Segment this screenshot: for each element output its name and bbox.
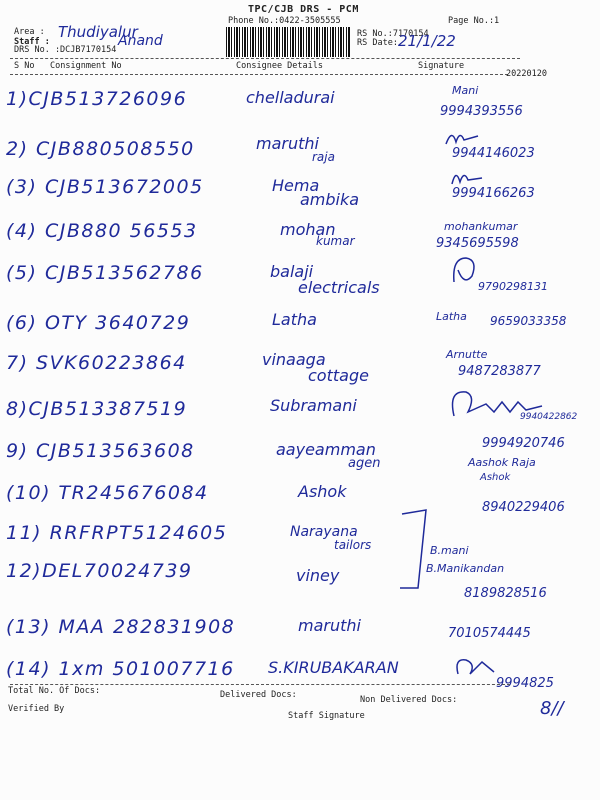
- verified-by-label: Verified By: [8, 704, 65, 714]
- area-value: Thudiyalur: [58, 23, 138, 41]
- consignee-name: maruthi: [256, 134, 319, 153]
- signature: Aashok Raja: [468, 456, 536, 469]
- consignment-number: (6) OTY 3640729: [6, 312, 191, 334]
- non-delivered-docs-label: Non Delivered Docs:: [360, 695, 458, 705]
- staff-value: Anand: [118, 33, 163, 49]
- barcode: [226, 27, 350, 57]
- consignee-name: vinaaga: [262, 350, 326, 369]
- phone: 8940229406: [482, 500, 565, 515]
- consignee-name: chelladurai: [246, 88, 335, 107]
- phone: 7010574445: [448, 626, 531, 641]
- rs-date-label: RS Date:: [357, 38, 398, 48]
- consignee-name: Hema: [272, 176, 320, 195]
- signature: B.mani: [430, 544, 469, 557]
- consignment-number: (10) TR245676084: [6, 482, 209, 504]
- signature: Arnutte: [446, 348, 488, 361]
- phone: 9790298131: [478, 280, 548, 293]
- phone: 9940422862: [520, 412, 578, 422]
- handwritten-count: 8//: [540, 698, 564, 719]
- signature: Latha: [436, 310, 467, 323]
- consignee-name: mohan: [280, 220, 336, 239]
- consignee-name: maruthi: [298, 616, 361, 635]
- phone: 9944146023: [452, 146, 535, 161]
- consignee-name-line2: kumar: [316, 234, 355, 248]
- consignment-number: (5) CJB513562786: [6, 262, 204, 284]
- consignee-name-line2: tailors: [334, 538, 372, 552]
- consignment-number: 7) SVK60223864: [6, 352, 187, 374]
- header-divider: [10, 58, 520, 59]
- signature: B.Manikandan: [426, 562, 505, 575]
- signature: mohankumar: [444, 220, 518, 233]
- total-docs-label: Total No. Of Docs:: [8, 686, 101, 696]
- consignment-number: (3) CJB513672005: [6, 176, 204, 198]
- rs-date-value: 21/1/22: [398, 32, 456, 50]
- page-number: Page No.:1: [448, 16, 500, 26]
- consignment-number: 2) CJB880508550: [6, 138, 195, 160]
- signature: Ashok: [480, 472, 511, 483]
- consignee-name-line2: raja: [312, 150, 335, 164]
- consignee-name: Narayana: [290, 524, 358, 540]
- phone: 9659033358: [490, 314, 567, 328]
- consignee-name-line2: cottage: [308, 366, 369, 385]
- consignee-name-line2: electricals: [298, 278, 380, 297]
- consignee-name: S.KIRUBAKARAN: [268, 658, 399, 677]
- column-sno: S No: [14, 61, 35, 71]
- signature-scribble: [442, 126, 482, 148]
- consignment-number: 9) CJB513563608: [6, 440, 195, 462]
- consignment-number: 1)CJB513726096: [6, 88, 188, 110]
- phone: 9994825: [496, 676, 554, 691]
- phone: 9994393556: [440, 104, 523, 119]
- consignee-name: Subramani: [270, 396, 357, 415]
- consignment-number: 8)CJB513387519: [6, 398, 188, 420]
- consignee-name: balaji: [270, 262, 314, 281]
- signature: Mani: [452, 84, 479, 97]
- consignee-name: viney: [296, 566, 340, 585]
- signature-scribble: [452, 654, 498, 680]
- consignee-name: Latha: [272, 310, 317, 329]
- drs-number: DRS No. :DCJB7170154: [14, 45, 117, 55]
- consignee-name-line2: ambika: [300, 190, 360, 209]
- bracket-mark: [396, 508, 432, 592]
- phone: 9345695598: [436, 236, 519, 251]
- column-divider: [10, 74, 508, 75]
- consignee-name: Ashok: [298, 482, 347, 501]
- signature-scribble: [448, 166, 486, 188]
- phone-number: Phone No.:0422-3505555: [228, 16, 341, 26]
- consignee-name: aayeamman: [276, 440, 376, 459]
- consignment-number: (4) CJB880 56553: [6, 220, 198, 242]
- area-label: Area :: [14, 27, 45, 37]
- consignment-number: (13) MAA 282831908: [6, 616, 236, 638]
- phone: 9487283877: [458, 364, 541, 379]
- consignment-number: 12)DEL70024739: [6, 560, 193, 582]
- phone: 9994920746: [482, 436, 565, 451]
- phone: 9994166263: [452, 186, 535, 201]
- rs-number: RS No.:7170154: [357, 29, 429, 39]
- staff-signature-label: Staff Signature: [288, 711, 365, 721]
- date-code: 20220120: [506, 69, 547, 79]
- consignment-number: (14) 1xm 501007716: [6, 658, 235, 680]
- phone: 8189828516: [464, 586, 547, 601]
- document-title: TPC/CJB DRS - PCM: [248, 4, 359, 15]
- consignee-name-line2: agen: [348, 456, 381, 471]
- delivered-docs-label: Delivered Docs:: [220, 690, 297, 700]
- column-signature: Signature: [418, 61, 465, 71]
- column-consignee: Consignee Details: [236, 61, 323, 71]
- column-consignment: Consignment No: [50, 61, 122, 71]
- footer-divider: [10, 684, 510, 685]
- consignment-number: 11) RRFRPT5124605: [6, 522, 228, 544]
- staff-label: Staff :: [14, 37, 50, 47]
